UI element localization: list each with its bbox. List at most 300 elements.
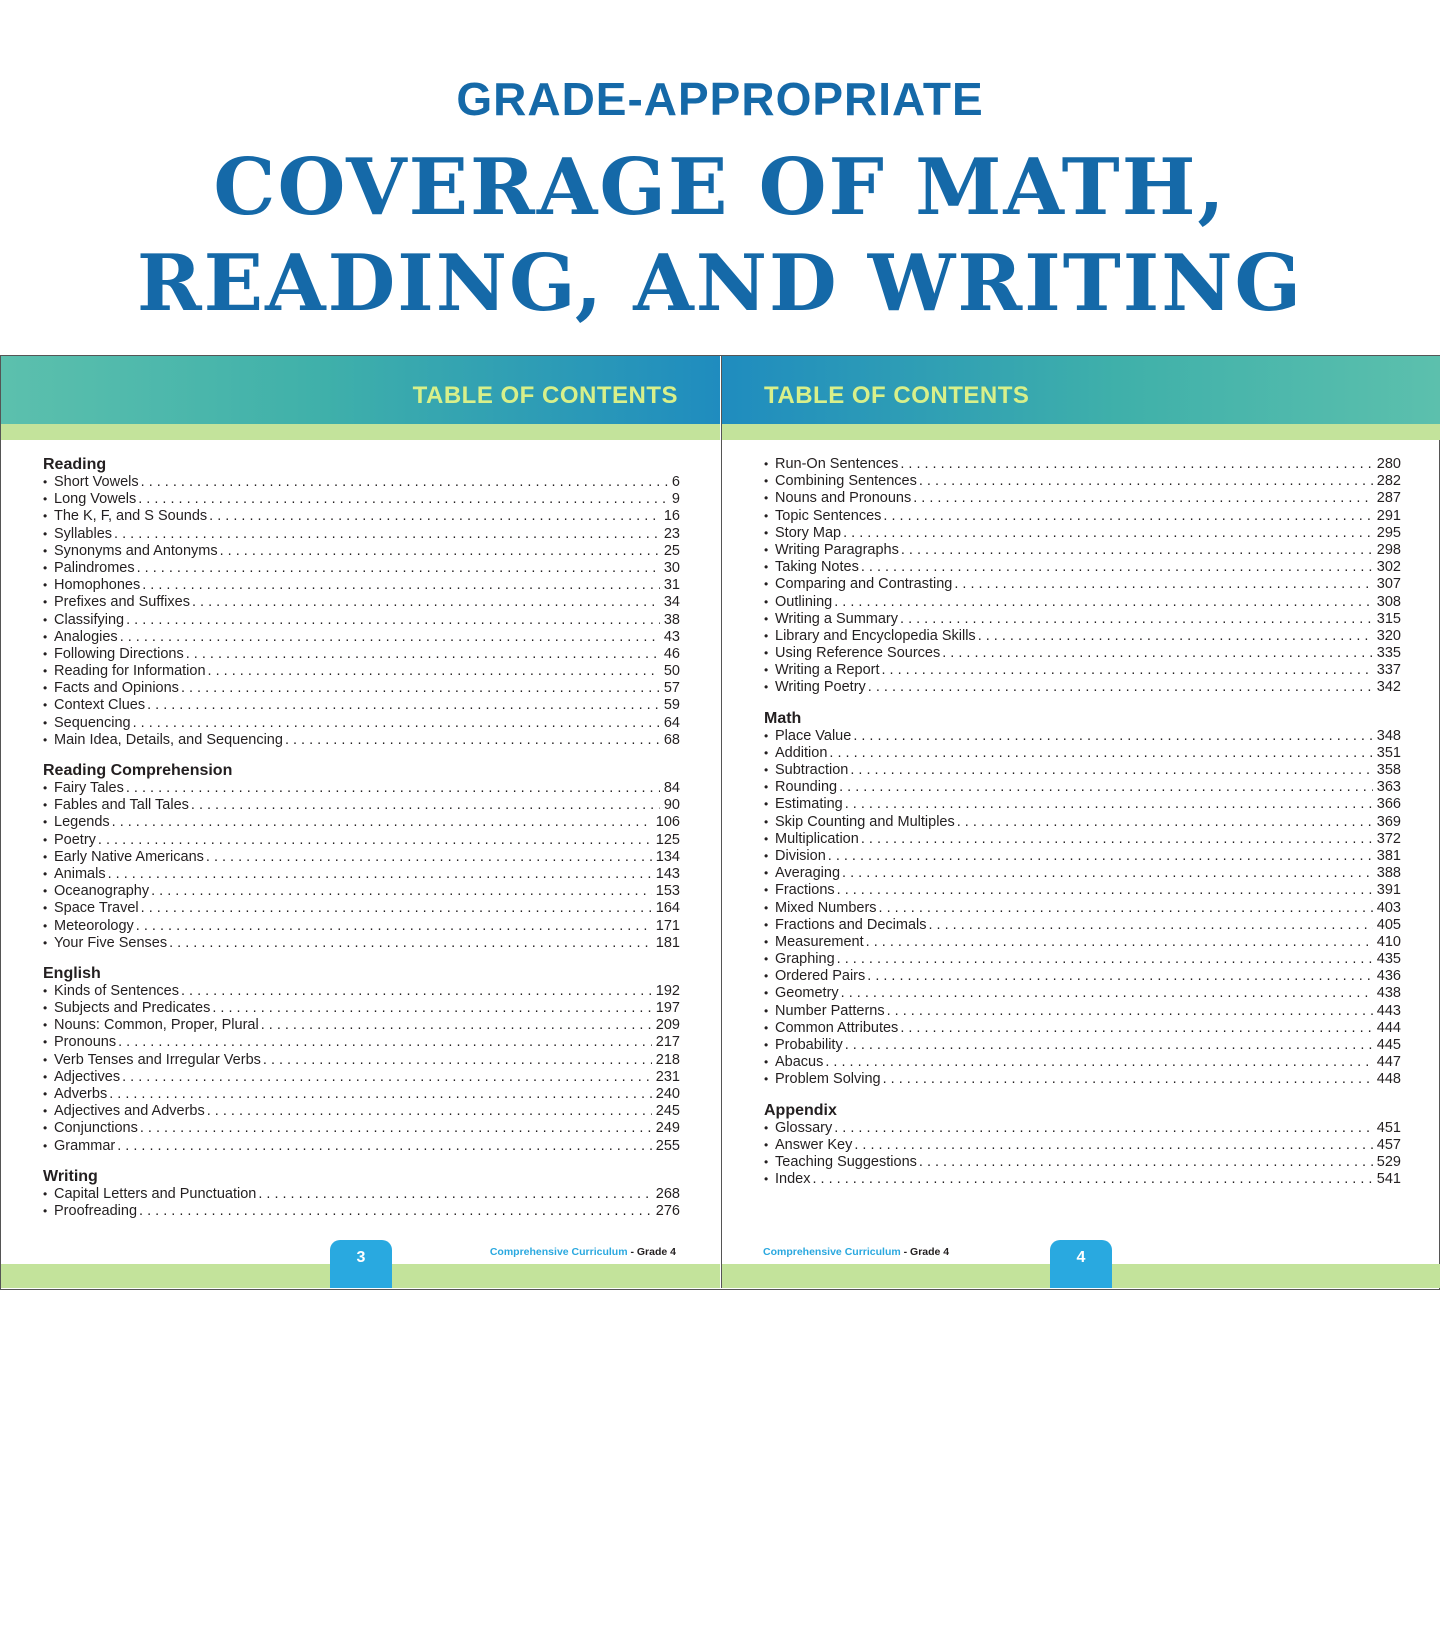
bullet-icon: • <box>764 560 769 575</box>
toc-entry <box>43 732 680 749</box>
toc-entry-page: 6 <box>671 474 680 490</box>
toc-entry <box>764 525 1401 542</box>
dot-leader <box>192 594 660 611</box>
bullet-icon: • <box>764 646 769 661</box>
dot-leader <box>841 985 1373 1002</box>
bullet-icon: • <box>764 780 769 795</box>
footer-credit <box>490 1246 676 1258</box>
toc-entry-page: 372 <box>1376 830 1401 847</box>
toc-entry <box>43 629 680 646</box>
toc-entry-label: Teaching Suggestions <box>775 1153 917 1170</box>
toc-entry-page: 134 <box>655 848 680 865</box>
dot-leader <box>181 680 660 697</box>
toc-entry-label: Short Vowels <box>54 474 139 490</box>
page-number-tab: 4 <box>1050 1240 1112 1288</box>
toc-entry <box>764 917 1401 934</box>
dot-leader <box>900 456 1372 473</box>
toc-entry <box>764 728 1401 745</box>
hero-title-line-2: READING, AND WRITING <box>136 238 1304 329</box>
dot-leader <box>812 1171 1372 1188</box>
footer-credit <box>763 1246 949 1258</box>
toc-entry-page: 438 <box>1376 985 1401 1002</box>
toc-entry-page: 291 <box>1376 507 1401 524</box>
right-page <box>721 356 1440 1288</box>
dot-leader <box>882 662 1373 679</box>
toc-entry-page: 106 <box>655 814 680 831</box>
bullet-icon: • <box>764 900 769 915</box>
toc-entry <box>764 1171 1401 1188</box>
toc-entry-label: Number Patterns <box>775 1002 885 1019</box>
toc-entry-label: Following Directions <box>54 645 184 662</box>
bullet-icon: • <box>764 831 769 846</box>
bullet-icon: • <box>43 815 48 830</box>
bullet-icon: • <box>43 1104 48 1119</box>
toc-entry-label: Adverbs <box>54 1086 108 1102</box>
toc-entry <box>43 508 680 525</box>
toc-entry-page: 50 <box>663 663 680 680</box>
toc-entry-label: Writing Poetry <box>775 679 866 696</box>
toc-entry-label: Fairy Tales <box>54 780 124 796</box>
dot-leader <box>868 679 1373 696</box>
toc-entry <box>43 849 680 866</box>
toc-section <box>764 456 1401 697</box>
toc-entry <box>43 663 680 680</box>
toc-entry-page: 181 <box>655 934 680 951</box>
toc-entry-label: Index <box>775 1171 811 1188</box>
dot-leader <box>118 1034 652 1051</box>
bullet-icon: • <box>43 1052 48 1067</box>
toc-entry-label: Analogies <box>54 628 118 645</box>
bullet-icon: • <box>43 578 48 593</box>
dot-leader <box>861 559 1373 576</box>
dot-leader <box>98 832 652 849</box>
toc-entry-label: Rounding <box>775 779 838 796</box>
dot-leader <box>842 865 1373 882</box>
toc-entry <box>43 474 680 491</box>
toc-entry <box>43 1000 680 1017</box>
toc-entry-page: 197 <box>655 1000 680 1017</box>
toc-entry <box>764 882 1401 899</box>
dot-leader <box>825 1054 1372 1071</box>
toc-entry <box>764 1003 1401 1020</box>
dot-leader <box>837 951 1373 968</box>
bullet-icon: • <box>43 646 48 661</box>
toc-entry-page: 192 <box>655 982 680 999</box>
bullet-icon: • <box>43 543 48 558</box>
toc-entry-label: Estimating <box>775 796 843 813</box>
bullet-icon: • <box>43 475 48 489</box>
bullet-icon: • <box>764 1120 769 1135</box>
bullet-icon: • <box>43 612 48 627</box>
toc-entry <box>764 679 1401 696</box>
toc-entry-page: 218 <box>655 1051 680 1068</box>
toc-entry-label: Early Native Americans <box>54 848 204 865</box>
toc-entry <box>43 1052 680 1069</box>
toc-entry <box>764 1054 1401 1071</box>
toc-entry <box>43 697 680 714</box>
toc-entry-page: 282 <box>1376 473 1401 490</box>
toc-section <box>43 1168 680 1220</box>
toc-entry-label: Fractions <box>775 882 835 899</box>
toc-entry <box>43 680 680 697</box>
toc-entry <box>764 796 1401 813</box>
section-title: Reading Comprehension <box>43 762 233 779</box>
section-title: English <box>43 964 101 982</box>
dot-leader <box>133 715 660 732</box>
dot-leader <box>120 629 660 646</box>
bullet-icon: • <box>764 1172 769 1187</box>
bullet-icon: • <box>764 1055 769 1070</box>
toc-entry-label: Writing a Summary <box>775 610 899 627</box>
toc-entry-label: Long Vowels <box>54 491 137 508</box>
bullet-icon: • <box>764 680 769 695</box>
bullet-icon: • <box>764 848 769 863</box>
bullet-icon: • <box>43 849 48 864</box>
toc-entry-page: 143 <box>655 865 680 882</box>
toc-entry-page: 276 <box>655 1202 680 1219</box>
toc-entry <box>43 715 680 732</box>
toc-entry <box>43 543 680 560</box>
bullet-icon: • <box>764 1003 769 1018</box>
toc-entry <box>43 1017 680 1034</box>
toc-entry-label: Your Five Senses <box>54 934 168 951</box>
toc-entry <box>764 745 1401 762</box>
bullet-icon: • <box>764 611 769 626</box>
toc-entry-page: 295 <box>1376 524 1401 541</box>
toc-entry-label: Adjectives <box>54 1068 121 1085</box>
hero-title-line-1: COVERAGE OF MATH, <box>213 142 1227 233</box>
header-stripe <box>722 424 1440 440</box>
dot-leader <box>845 1037 1373 1054</box>
toc-section <box>43 762 680 952</box>
dot-leader <box>954 576 1372 593</box>
dot-leader <box>263 1052 652 1069</box>
dot-leader <box>919 1154 1373 1171</box>
footer-grade: Grade 4 <box>910 1246 950 1258</box>
bullet-icon: • <box>43 681 48 696</box>
toc-section <box>43 456 680 749</box>
toc-entry <box>43 832 680 849</box>
dot-leader <box>141 474 668 491</box>
dot-leader <box>147 697 660 714</box>
dot-leader <box>828 848 1373 865</box>
toc-entry-label: Story Map <box>775 524 842 541</box>
toc-entry-label: Nouns: Common, Proper, Plural <box>54 1017 259 1034</box>
dot-leader <box>151 883 652 900</box>
bullet-icon: • <box>764 525 769 540</box>
bullet-icon: • <box>764 577 769 592</box>
toc-entry-label: Ordered Pairs <box>775 968 866 985</box>
toc-entry <box>764 611 1401 628</box>
dot-leader <box>839 779 1373 796</box>
toc-entry <box>764 1137 1401 1154</box>
toc-entry-page: 335 <box>1376 645 1401 662</box>
toc-entry-page: 403 <box>1376 899 1401 916</box>
toc-entry-label: Syllables <box>54 525 113 542</box>
bullet-icon: • <box>764 883 769 898</box>
toc-section <box>764 710 1401 1089</box>
footer-grade: Grade 4 <box>636 1246 676 1258</box>
toc-entry <box>43 612 680 629</box>
toc-entry-page: 388 <box>1376 865 1401 882</box>
toc-entry-label: Place Value <box>775 727 852 744</box>
toc-entry-label: Problem Solving <box>775 1071 881 1088</box>
bullet-icon: • <box>43 1203 48 1218</box>
bullet-icon: • <box>764 663 769 678</box>
toc-entry <box>43 983 680 1000</box>
dot-leader <box>191 797 660 814</box>
toc-entry-label: Addition <box>775 744 828 761</box>
dot-leader <box>837 882 1373 899</box>
toc-entry-page: 9 <box>671 491 680 508</box>
toc-entry-page: 59 <box>663 697 680 714</box>
dot-leader <box>258 1186 651 1203</box>
toc-entry-label: Synonyms and Antonyms <box>54 542 218 559</box>
toc-entry-page: 369 <box>1376 813 1401 830</box>
bullet-icon: • <box>764 474 769 489</box>
dot-leader <box>142 577 660 594</box>
bullet-icon: • <box>43 781 48 795</box>
toc-entry <box>43 1138 680 1155</box>
book-spread <box>0 355 1440 1290</box>
bullet-icon: • <box>43 832 48 847</box>
bullet-icon: • <box>43 595 48 610</box>
dot-leader <box>212 1000 651 1017</box>
dot-leader <box>206 849 652 866</box>
dot-leader <box>114 526 660 543</box>
dot-leader <box>108 866 652 883</box>
toc-entry-label: Space Travel <box>54 900 139 917</box>
toc-entry-page: 351 <box>1376 744 1401 761</box>
bullet-icon: • <box>764 1137 769 1152</box>
toc-entry-page: 171 <box>655 917 680 934</box>
dot-leader <box>861 831 1373 848</box>
bullet-icon: • <box>43 1121 48 1136</box>
toc-entry-page: 320 <box>1376 627 1401 644</box>
toc-entry <box>43 1120 680 1137</box>
toc-entry-page: 209 <box>655 1017 680 1034</box>
dot-leader <box>854 1137 1372 1154</box>
bullet-icon: • <box>43 715 48 730</box>
toc-entry <box>764 1020 1401 1037</box>
bullet-icon: • <box>43 798 48 813</box>
toc-entry-label: Multiplication <box>775 830 859 847</box>
toc-entry-page: 405 <box>1376 916 1401 933</box>
bullet-icon: • <box>43 1186 48 1201</box>
toc-entry <box>764 848 1401 865</box>
toc-entry <box>43 491 680 508</box>
toc-entry-page: 280 <box>1376 456 1401 472</box>
toc-entry <box>764 542 1401 559</box>
toc-entry-label: Skip Counting and Multiples <box>775 813 955 830</box>
dot-leader <box>209 508 660 525</box>
toc-entry-label: Writing Paragraphs <box>775 541 899 558</box>
dot-leader <box>136 918 652 935</box>
toc-entry <box>764 628 1401 645</box>
bullet-icon: • <box>764 934 769 949</box>
toc-entry-label: Glossary <box>775 1119 833 1136</box>
toc-entry-page: 302 <box>1376 559 1401 576</box>
toc-entry-page: 444 <box>1376 1019 1401 1036</box>
toc-entry-page: 366 <box>1376 796 1401 813</box>
toc-entry-label: Animals <box>54 865 106 882</box>
toc-entry-page: 255 <box>655 1137 680 1154</box>
bullet-icon: • <box>43 732 48 747</box>
toc-entry-label: Pronouns <box>54 1034 117 1051</box>
dot-leader <box>978 628 1373 645</box>
toc-entry-label: Fables and Tall Tales <box>54 797 189 814</box>
toc-entry-page: 43 <box>663 628 680 645</box>
dot-leader <box>913 490 1373 507</box>
toc-entry-page: 348 <box>1376 727 1401 744</box>
toc-entry-label: Prefixes and Suffixes <box>54 594 190 611</box>
footer-separator: - <box>627 1246 637 1258</box>
toc-entry-page: 358 <box>1376 762 1401 778</box>
toc-entry-page: 57 <box>663 680 680 697</box>
toc-entry-page: 68 <box>663 731 680 748</box>
dot-leader <box>285 732 660 749</box>
toc-entry-page: 445 <box>1376 1037 1401 1053</box>
bullet-icon: • <box>43 1018 48 1033</box>
toc-entry-page: 448 <box>1376 1071 1401 1088</box>
bullet-icon: • <box>43 698 48 713</box>
toc-entry <box>764 968 1401 985</box>
section-title: Writing <box>43 1167 98 1185</box>
toc-entry-label: Taking Notes <box>775 559 859 576</box>
dot-leader <box>139 1203 652 1220</box>
toc-content <box>764 456 1401 1201</box>
bullet-icon: • <box>764 969 769 984</box>
toc-entry-page: 447 <box>1376 1054 1401 1071</box>
toc-entry <box>764 662 1401 679</box>
toc-entry <box>764 814 1401 831</box>
toc-entry-label: Sequencing <box>54 714 131 731</box>
dot-leader <box>919 473 1373 490</box>
toc-entry-page: 90 <box>663 797 680 814</box>
toc-entry <box>764 1120 1401 1137</box>
toc-entry-label: Averaging <box>775 865 841 882</box>
bullet-icon: • <box>43 866 48 881</box>
footer-brand: Comprehensive Curriculum <box>763 1246 901 1258</box>
dot-leader <box>850 762 1372 779</box>
bullet-icon: • <box>43 629 48 644</box>
toc-section <box>764 1102 1401 1189</box>
toc-section <box>43 965 680 1155</box>
bullet-icon: • <box>43 1138 48 1153</box>
toc-entry-page: 410 <box>1376 933 1401 950</box>
dot-leader <box>220 543 660 560</box>
toc-entry-label: Library and Encyclopedia Skills <box>775 627 976 644</box>
toc-entry-label: Palindromes <box>54 559 135 576</box>
dot-leader <box>957 814 1373 831</box>
dot-leader <box>112 814 652 831</box>
toc-entry <box>764 951 1401 968</box>
toc-entry-label: Proofreading <box>54 1202 138 1219</box>
toc-entry <box>43 594 680 611</box>
toc-entry-label: Kinds of Sentences <box>54 982 179 999</box>
dot-leader <box>942 645 1373 662</box>
dot-leader <box>138 491 668 508</box>
dot-leader <box>843 525 1373 542</box>
toc-entry-page: 268 <box>655 1185 680 1202</box>
toc-entry-page: 541 <box>1376 1171 1401 1188</box>
toc-entry-label: Subtraction <box>775 762 849 778</box>
toc-entry-label: Reading for Information <box>54 663 206 680</box>
toc-entry <box>43 918 680 935</box>
dot-leader <box>829 745 1372 762</box>
toc-entry <box>764 508 1401 525</box>
dot-leader <box>141 900 652 917</box>
toc-entry-page: 529 <box>1376 1153 1401 1170</box>
bullet-icon: • <box>43 664 48 679</box>
toc-entry-page: 249 <box>655 1120 680 1137</box>
bullet-icon: • <box>764 1038 769 1052</box>
bullet-icon: • <box>43 1069 48 1084</box>
dot-leader <box>169 935 652 952</box>
toc-entry <box>43 1186 680 1203</box>
bullet-icon: • <box>43 1087 48 1101</box>
dot-leader <box>900 611 1373 628</box>
dot-leader <box>261 1017 652 1034</box>
dot-leader <box>867 968 1373 985</box>
toc-entry-page: 307 <box>1376 576 1401 593</box>
toc-content <box>43 456 680 1233</box>
hero-title <box>0 140 1440 332</box>
footer-brand: Comprehensive Curriculum <box>489 1246 628 1258</box>
hero-header <box>0 0 1440 340</box>
toc-entry-page: 298 <box>1376 541 1401 558</box>
dot-leader <box>137 560 660 577</box>
bullet-icon: • <box>43 509 48 524</box>
bullet-icon: • <box>43 492 48 507</box>
dot-leader <box>883 508 1372 525</box>
toc-entry-label: Adjectives and Adverbs <box>54 1103 205 1120</box>
toc-entry-label: Combining Sentences <box>775 473 917 490</box>
toc-entry-label: Using Reference Sources <box>775 645 941 662</box>
toc-entry <box>43 866 680 883</box>
toc-entry-label: Capital Letters and Punctuation <box>54 1185 257 1202</box>
bullet-icon: • <box>764 814 769 829</box>
section-title: Appendix <box>764 1101 837 1119</box>
left-page <box>1 356 720 1288</box>
toc-entry-label: Answer Key <box>775 1136 853 1153</box>
dot-leader <box>879 900 1373 917</box>
toc-entry-page: 287 <box>1376 490 1401 507</box>
dot-leader <box>122 1069 652 1086</box>
bullet-icon: • <box>764 917 769 932</box>
toc-entry <box>764 779 1401 796</box>
dot-leader <box>117 1138 652 1155</box>
dot-leader <box>181 983 652 1000</box>
toc-entry-page: 16 <box>663 508 680 525</box>
footer-separator: - <box>900 1246 911 1258</box>
toc-entry <box>764 762 1401 779</box>
toc-entry-page: 153 <box>655 883 680 900</box>
toc-entry-page: 125 <box>655 831 680 848</box>
bullet-icon: • <box>764 457 769 471</box>
bullet-icon: • <box>43 983 48 998</box>
bullet-icon: • <box>43 884 48 899</box>
toc-entry-label: Subjects and Predicates <box>54 1000 211 1017</box>
toc-entry-page: 337 <box>1376 662 1401 679</box>
toc-entry-label: Comparing and Contrasting <box>775 576 953 593</box>
toc-entry-label: Fractions and Decimals <box>775 916 927 933</box>
toc-entry-page: 46 <box>663 645 680 662</box>
toc-entry <box>764 456 1401 473</box>
toc-entry <box>43 1086 680 1103</box>
toc-entry-label: Run-On Sentences <box>775 456 899 472</box>
bullet-icon: • <box>764 728 769 743</box>
